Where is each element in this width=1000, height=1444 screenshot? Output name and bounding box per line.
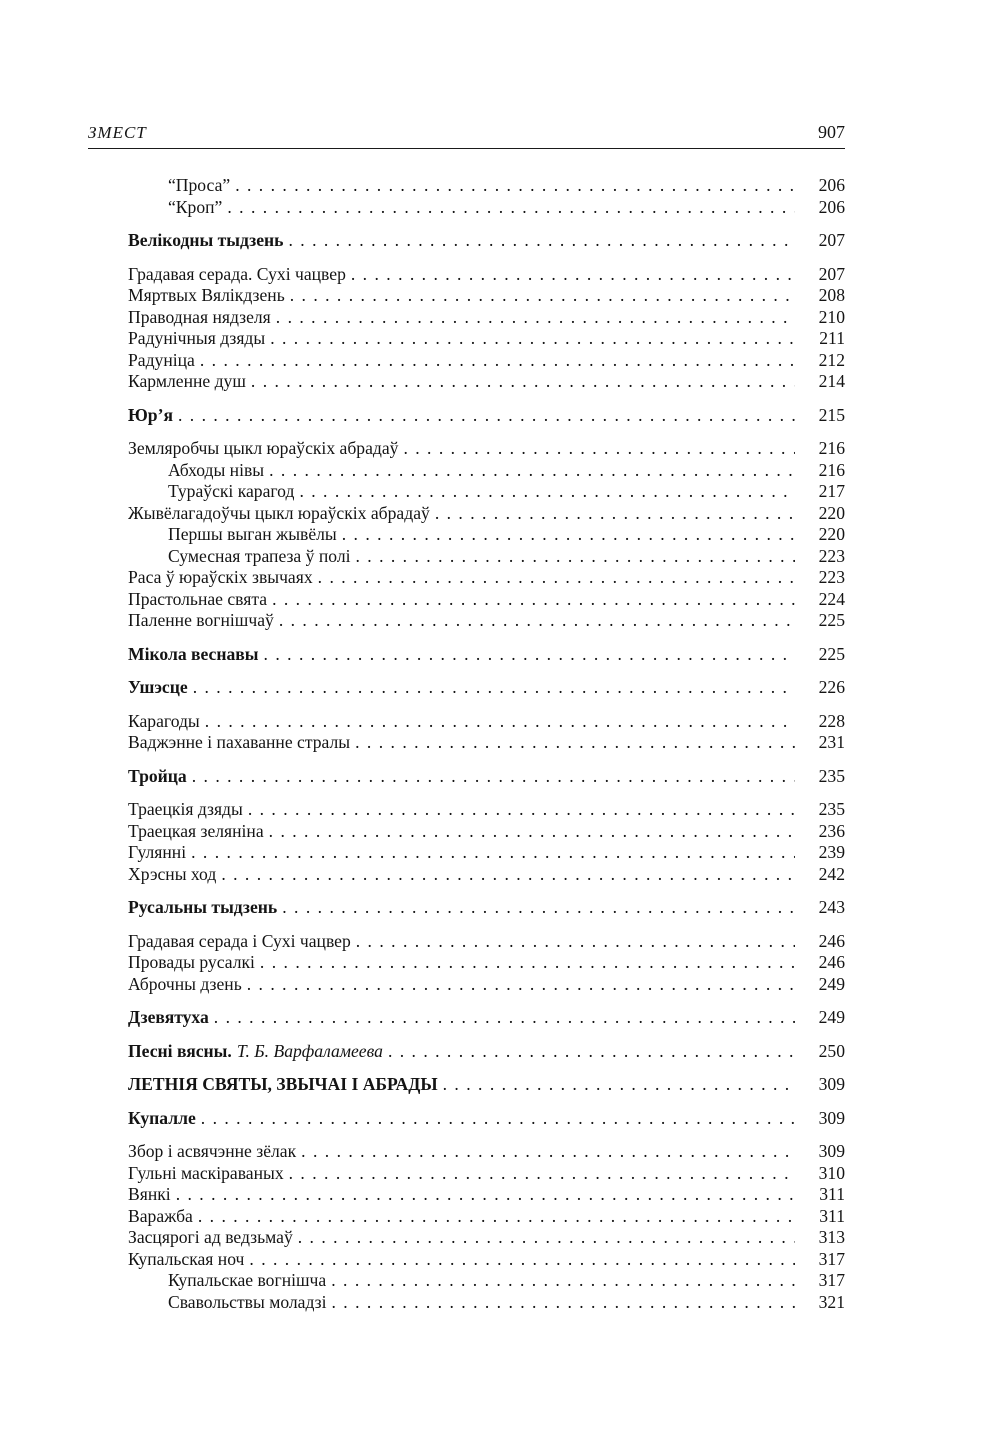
toc-entry-label: Свавольствы моладзі (168, 1291, 327, 1312)
toc-entry-label: Градавая серада і Сухі чацвер (128, 930, 351, 951)
dot-leader (342, 524, 795, 546)
toc-entry-label: Юр’я (128, 404, 173, 425)
toc-entry (128, 1074, 845, 1096)
dot-leader (251, 371, 795, 393)
dot-leader (176, 1184, 795, 1206)
toc-entry-label: “Проса” (168, 175, 231, 195)
toc-entry-label: Вянкі (128, 1184, 171, 1204)
toc-entry-page: 212 (818, 349, 845, 370)
dot-leader (235, 175, 795, 197)
toc-entry-label: Радунічныя дзяды (128, 328, 266, 348)
toc-entry (128, 1249, 845, 1271)
dot-leader (282, 897, 795, 919)
toc-entry-label: Гулянні (128, 842, 187, 862)
toc-entry-label: Траецкая зеляніна (128, 820, 264, 841)
toc-entry-label: Тураўскі карагод (168, 481, 295, 501)
toc-entry-page: 207 (818, 230, 845, 250)
toc-entry-page: 220 (818, 502, 845, 523)
toc-entry-page: 246 (818, 952, 845, 972)
toc-entry (128, 952, 845, 974)
toc-entry-page: 236 (818, 820, 845, 841)
toc-entry-page: 220 (818, 524, 845, 544)
page-number: 907 (818, 122, 845, 142)
toc-entry-label: Русальны тыдзень (128, 897, 278, 917)
toc-entry (128, 481, 845, 503)
toc-entry-label: Песні вясны. (128, 1040, 232, 1061)
toc-entry-page: 246 (818, 930, 845, 951)
toc-entry (128, 842, 845, 864)
toc-entry-label: Купалле (128, 1107, 196, 1128)
dot-leader (298, 1227, 795, 1249)
dot-leader (356, 931, 795, 953)
toc-entry-page: 208 (818, 285, 845, 305)
toc-entry-page: 310 (818, 1162, 845, 1183)
toc-entry (128, 589, 845, 611)
toc-entry (128, 328, 845, 350)
toc-entry-page: 211 (819, 328, 845, 348)
dot-leader (249, 1249, 795, 1271)
toc-entry-page: 214 (818, 371, 845, 391)
toc-entry (128, 1007, 845, 1029)
toc-entry-label: Раса ў юраўскіх звычаях (128, 567, 313, 587)
dot-leader (201, 1108, 795, 1130)
toc-entry (128, 897, 845, 919)
dot-leader (355, 732, 795, 754)
toc-entry (128, 567, 845, 589)
toc-entry-label: Градавая серада. Сухі чацвер (128, 263, 346, 284)
toc-entry-page: 317 (818, 1270, 845, 1290)
toc-entry-label: Сумесная трапеза ў полі (168, 545, 351, 566)
dot-leader (443, 1074, 795, 1096)
toc-entry-page: 249 (818, 973, 845, 994)
toc-entry-label: Ваджэнне і пахаванне стралы (128, 732, 351, 752)
toc-entry (128, 175, 845, 197)
toc-entry-label: Провады русалкі (128, 952, 255, 972)
toc-entry (128, 197, 845, 219)
dot-leader (276, 307, 795, 329)
toc-entry-page: 223 (818, 567, 845, 587)
toc-entry-label: Хрэсны ход (128, 863, 217, 884)
toc-entry (128, 371, 845, 393)
toc-entry-page: 210 (818, 306, 845, 327)
dot-leader (435, 503, 795, 525)
toc-entry-page: 223 (818, 545, 845, 566)
toc-entry-label: Радуніца (128, 349, 195, 370)
dot-leader (227, 197, 795, 219)
toc-entry-label: Праводная нядзеля (128, 306, 271, 327)
toc-entry-page: 216 (818, 438, 845, 458)
toc-entry (128, 307, 845, 329)
toc-entry (128, 503, 845, 525)
toc-entry-page: 311 (819, 1184, 845, 1204)
toc-entry-page: 224 (818, 588, 845, 609)
toc-entry-page: 228 (818, 710, 845, 731)
dot-leader (200, 350, 795, 372)
dot-leader (221, 864, 795, 886)
toc-entry-page: 225 (818, 643, 845, 664)
toc-entry-label: Збор і асвячэнне зёлак (128, 1141, 297, 1161)
dot-leader (247, 974, 795, 996)
toc-entry (128, 864, 845, 886)
dot-leader (178, 405, 795, 427)
toc-entry-label: Траецкія дзяды (128, 799, 243, 819)
toc-entry-page: 235 (818, 765, 845, 786)
toc-entry-label: ЛЕТНІЯ СВЯТЫ, ЗВЫЧАІ І АБРАДЫ (128, 1074, 438, 1094)
toc-entry-label: Аброчны дзень (128, 973, 242, 994)
toc-entry-page: 309 (818, 1074, 845, 1094)
toc-entry (128, 230, 845, 252)
toc-entry (128, 264, 845, 286)
toc-entry (128, 799, 845, 821)
dot-leader (269, 460, 795, 482)
toc-entry-label: Варажба (128, 1205, 193, 1226)
page-header (88, 122, 845, 149)
dot-leader (193, 677, 795, 699)
toc-entry (128, 1163, 845, 1185)
toc-entry-label: Купальская ноч (128, 1248, 245, 1269)
dot-leader (191, 842, 795, 864)
toc-entry-page: 317 (818, 1248, 845, 1269)
dot-leader (289, 1163, 795, 1185)
toc-entry (128, 1292, 845, 1314)
dot-leader (299, 481, 795, 503)
toc-entry (128, 1184, 845, 1206)
toc-entry (128, 974, 845, 996)
toc-entry (128, 546, 845, 568)
toc-entry-label: Прастольнае свята (128, 588, 268, 609)
dot-leader (331, 1270, 795, 1292)
toc-entry-label: Мікола веснавы (128, 643, 259, 664)
toc-entry-page: 225 (818, 610, 845, 630)
toc-entry-page: 313 (818, 1227, 845, 1247)
toc-entry (128, 1041, 845, 1063)
dot-leader (301, 1141, 795, 1163)
toc-entry (128, 405, 845, 427)
toc-entry-label: Мяртвых Вялікдзень (128, 285, 285, 305)
toc-entry-page: 231 (818, 732, 845, 752)
toc-entry-label: Купальскае вогнішча (168, 1270, 327, 1290)
toc-entry-page: 309 (818, 1107, 845, 1128)
toc-entry (128, 1270, 845, 1292)
toc-entry-page: 216 (818, 459, 845, 480)
toc-entry-label: Дзевятуха (128, 1007, 209, 1027)
toc-entry-label: Засцярогі ад ведзьмаў (128, 1227, 293, 1247)
dot-leader (192, 766, 795, 788)
toc-entry (128, 1227, 845, 1249)
toc-entry-page: 250 (818, 1040, 845, 1061)
toc-entry-label: Карагоды (128, 710, 200, 731)
toc-entry (128, 677, 845, 699)
dot-leader (403, 438, 795, 460)
dot-leader (351, 264, 795, 286)
running-head-title: ЗМЕСТ (88, 123, 147, 142)
toc-entry (128, 732, 845, 754)
toc-entry-page: 242 (818, 863, 845, 884)
toc-entry-page: 215 (818, 404, 845, 425)
toc-entry-label: Кармленне душ (128, 371, 246, 391)
dot-leader (318, 567, 795, 589)
toc-entry-label: Тройца (128, 765, 187, 786)
toc-entry (128, 285, 845, 307)
toc-entry-page: 207 (818, 263, 845, 284)
toc-entry-label: Гульні маскіраваных (128, 1162, 284, 1183)
toc-entry-label: Велікодны тыдзень (128, 230, 284, 250)
toc-entry-page: 206 (818, 175, 845, 195)
toc-entry-page: 206 (818, 196, 845, 217)
toc-entry-page: 321 (818, 1291, 845, 1312)
toc-entry (128, 821, 845, 843)
toc-entry (128, 1141, 845, 1163)
dot-leader (248, 799, 795, 821)
toc-entry-label: Паленне вогнішчаў (128, 610, 274, 630)
dot-leader (332, 1292, 796, 1314)
toc-entry (128, 460, 845, 482)
toc-entry-label: Першы выган жывёлы (168, 524, 337, 544)
toc-entry-label: Абходы нівы (168, 459, 265, 480)
dot-leader (388, 1041, 795, 1063)
dot-leader (264, 644, 795, 666)
dot-leader (214, 1007, 795, 1029)
toc-entry-label: Земляробчы цыкл юраўскіх абрадаў (128, 438, 399, 458)
toc-entry (128, 524, 845, 546)
toc-entry-author: Т. Б. Варфаламеева (236, 1040, 383, 1061)
toc-entry-label: Ушэсце (128, 677, 188, 697)
toc-entry (128, 931, 845, 953)
dot-leader (290, 285, 795, 307)
toc-entry-page: 243 (818, 897, 845, 917)
toc-entry (128, 766, 845, 788)
dot-leader (198, 1206, 795, 1228)
dot-leader (260, 952, 795, 974)
toc-entry (128, 610, 845, 632)
toc-entry-label: “Кроп” (168, 196, 223, 217)
toc-entry (128, 350, 845, 372)
toc-entry-page: 239 (818, 842, 845, 862)
toc-entry (128, 1206, 845, 1228)
toc-entry (128, 438, 845, 460)
dot-leader (355, 546, 795, 568)
dot-leader (270, 328, 795, 350)
toc-entry-page: 249 (818, 1007, 845, 1027)
toc-entry-page: 309 (818, 1141, 845, 1161)
toc-entry (128, 711, 845, 733)
toc-entry-page: 311 (819, 1205, 845, 1226)
dot-leader (205, 711, 795, 733)
toc-entry-label: Жывёлагадоўчы цыкл юраўскіх абрадаў (128, 502, 430, 523)
dot-leader (288, 230, 795, 252)
toc-entry (128, 1108, 845, 1130)
toc-entry (128, 644, 845, 666)
dot-leader (269, 821, 795, 843)
toc-entry-page: 226 (818, 677, 845, 697)
dot-leader (272, 589, 795, 611)
toc-entry-page: 217 (818, 481, 845, 501)
table-of-contents (128, 175, 845, 1313)
toc-entry-page: 235 (818, 799, 845, 819)
dot-leader (279, 610, 795, 632)
